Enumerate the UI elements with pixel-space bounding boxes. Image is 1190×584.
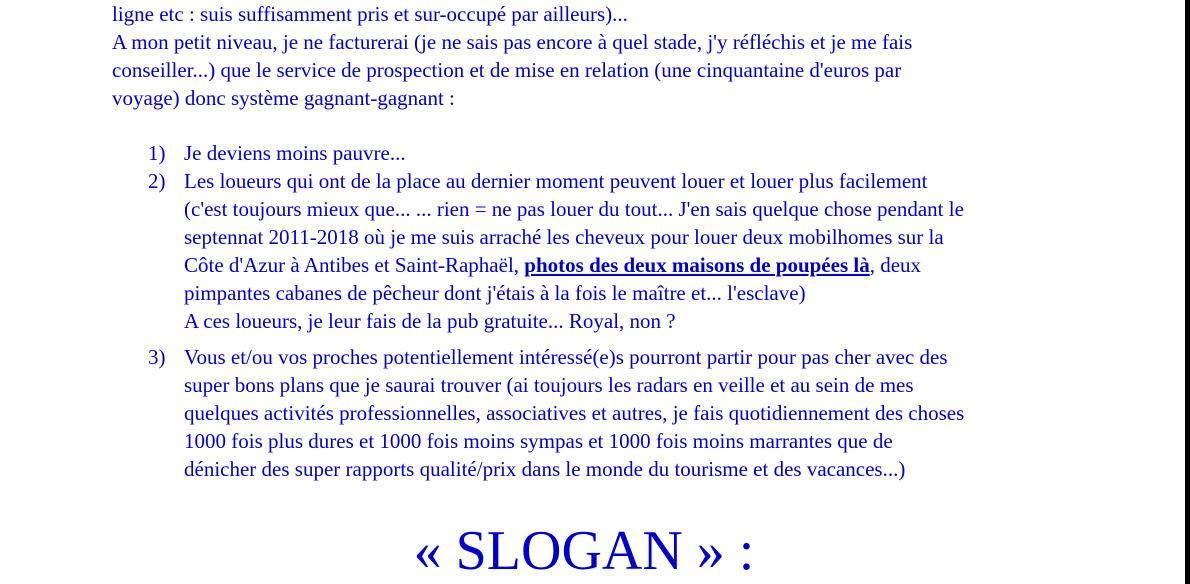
list-line: A ces loueurs, je leur fais de la pub gratuite... Royal, non ?	[184, 309, 676, 333]
list-line: pimpantes cabanes de pêcheur dont j'étais à la fois le maître et... l'esclave)	[184, 281, 806, 305]
photos-link[interactable]: photos des deux maisons de poupées là	[524, 253, 870, 277]
list-number: 2)	[148, 169, 166, 193]
list-line: 1000 fois plus dures et 1000 fois moins sympas et 1000 fois moins marrantes que de	[184, 429, 893, 453]
list-number: 3)	[148, 345, 166, 369]
intro-line: conseiller...) que le service de prospection et de mise en relation (une cinquantaine d'euros par	[112, 58, 902, 82]
list-line: Vous et/ou vos proches potentiellement intéressé(e)s pourront partir pour pas cher avec des	[184, 345, 948, 369]
intro-paragraph	[112, 0, 1172, 112]
intro-line: ligne etc : suis suffisamment pris et sur-occupé par ailleurs)...	[112, 2, 628, 26]
numbered-list	[112, 139, 1172, 483]
list-number: 1)	[148, 141, 166, 165]
intro-line: A mon petit niveau, je ne facturerai (je ne sais pas encore à quel stade, j'y réfléchis et je me fais	[112, 30, 913, 54]
list-line: septennat 2011-2018 où je me suis arraché les cheveux pour louer deux mobilhomes sur la	[184, 225, 944, 249]
intro-line: voyage) donc système gagnant-gagnant :	[112, 86, 455, 110]
document-body	[112, 0, 1172, 483]
list-line: Je deviens moins pauvre...	[184, 141, 406, 165]
slogan-heading: « SLOGAN » :	[413, 520, 755, 582]
list-item-3	[112, 343, 1172, 483]
scrollbar[interactable]	[1185, 0, 1190, 584]
link-prefix-text: Côte d'Azur à Antibes et Saint-Raphaël,	[184, 253, 525, 277]
list-item-1	[112, 139, 1172, 167]
list-line: dénicher des super rapports qualité/prix dans le monde du tourisme et des vacances...)	[184, 457, 906, 481]
link-suffix-text: , deux	[869, 253, 922, 277]
list-line: quelques activités professionnelles, associatives et autres, je fais quotidiennement des choses	[184, 401, 965, 425]
list-line-with-link	[184, 251, 1172, 279]
list-line: super bons plans que je saurai trouver (ai toujours les radars en veille et au sein de mes	[184, 373, 914, 397]
list-line: (c'est toujours mieux que... ... rien = ne pas louer du tout... J'en sais quelque chose pendant le	[184, 197, 964, 221]
list-line: Les loueurs qui ont de la place au dernier moment peuvent louer et louer plus facilement	[184, 169, 928, 193]
list-item-2	[112, 167, 1172, 335]
